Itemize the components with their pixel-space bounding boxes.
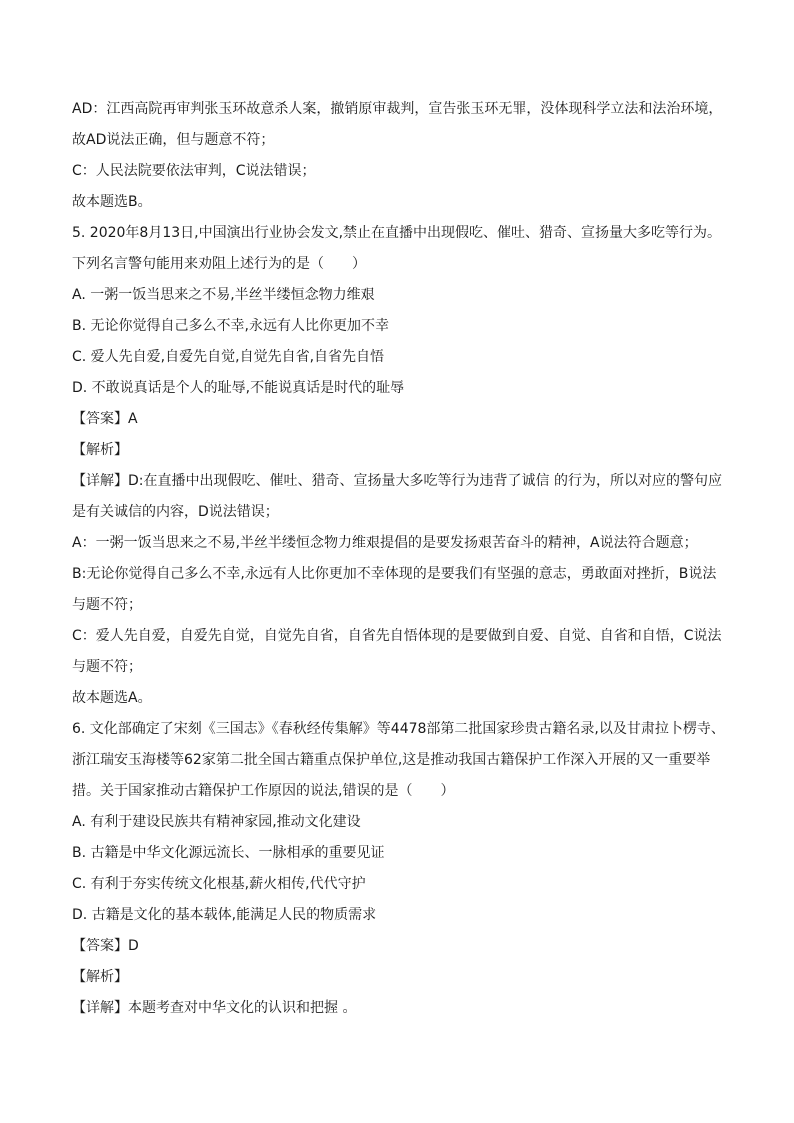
explanation-line: 【详解】本题考查对中华文化的认识和把握 。 xyxy=(72,1000,357,1016)
answer-label: 【答案】D xyxy=(72,938,139,954)
explanation-line: C：爱人先自爱，自爱先自觉，自觉先自省，自省先自悟体现的是要做到自爱、自觉、自省和自悟，C说法 xyxy=(72,628,722,644)
question-5-option-a: A. 一粥一饭当思来之不易,半丝半缕恒念物力维艰 xyxy=(72,287,375,303)
text-line: 故本题选B。 xyxy=(72,194,152,210)
explanation-line: A：一粥一饭当思来之不易,半丝半缕恒念物力维艰提倡的是要发扬艰苦奋斗的精神，A说法符合题意； xyxy=(72,535,698,551)
explanation-line: 与题不符； xyxy=(72,659,142,675)
analysis-label: 【解析】 xyxy=(72,969,128,985)
question-5-option-c: C. 爱人先自爱,自爱先自觉,自觉先自省,自省先自悟 xyxy=(72,349,385,365)
answer-label: 【答案】A xyxy=(72,411,138,427)
question-5-stem: 5. 2020年8月13日,中国演出行业协会发文,禁止在直播中出现假吃、催吐、猎奇、宣扬量大多吃等行为。 xyxy=(72,225,722,241)
question-6-option-d: D. 古籍是文化的基本载体,能满足人民的物质需求 xyxy=(72,907,377,923)
explanation-line: 与题不符； xyxy=(72,597,142,613)
question-6-stem: 措。关于国家推动古籍保护工作原因的说法,错误的是（ ） xyxy=(72,783,455,799)
conclusion-line: 故本题选A。 xyxy=(72,690,152,706)
question-6-option-c: C. 有利于夯实传统文化根基,薪火相传,代代守护 xyxy=(72,876,366,892)
explanation-line: 【详解】D:在直播中出现假吃、催吐、猎奇、宣扬量大多吃等行为违背了诚信 的行为，所以对应的警句应 xyxy=(72,473,722,489)
explanation-line: 是有关诚信的内容，D说法错误； xyxy=(72,504,279,520)
question-6-stem: 浙江瑞安玉海楼等62家第二批全国古籍重点保护单位,这是推动我国古籍保护工作深入开展的又一重要举 xyxy=(72,752,711,768)
explanation-line: B:无论你觉得自己多么不幸,永远有人比你更加不幸体现的是要我们有坚强的意志，勇敢面对挫折，B说法 xyxy=(72,566,717,582)
question-5-option-d: D. 不敢说真话是个人的耻辱,不能说真话是时代的耻辱 xyxy=(72,380,405,396)
text-line: AD：江西高院再审判张玉环故意杀人案，撤销原审裁判，宣告张玉环无罪，没体现科学立法和法治环境， xyxy=(72,101,723,117)
question-6-stem: 6. 文化部确定了宋刻《三国志》《春秋经传集解》等4478部第二批国家珍贵古籍名录,以及甘肃拉卜楞寺、 xyxy=(72,721,725,737)
text-line: 故AD说法正确，但与题意不符； xyxy=(72,132,275,148)
analysis-label: 【解析】 xyxy=(72,442,128,458)
document-body xyxy=(72,99,732,1018)
question-5-stem: 下列名言警句能用来劝阻上述行为的是（ ） xyxy=(72,256,366,272)
text-line: C：人民法院要依法审判，C说法错误； xyxy=(72,163,316,179)
question-5-option-b: B. 无论你觉得自己多么不幸,永远有人比你更加不幸 xyxy=(72,318,389,334)
question-6-option-b: B. 古籍是中华文化源远流长、一脉相承的重要见证 xyxy=(72,845,385,861)
question-6-option-a: A. 有利于建设民族共有精神家园,推动文化建设 xyxy=(72,814,361,830)
